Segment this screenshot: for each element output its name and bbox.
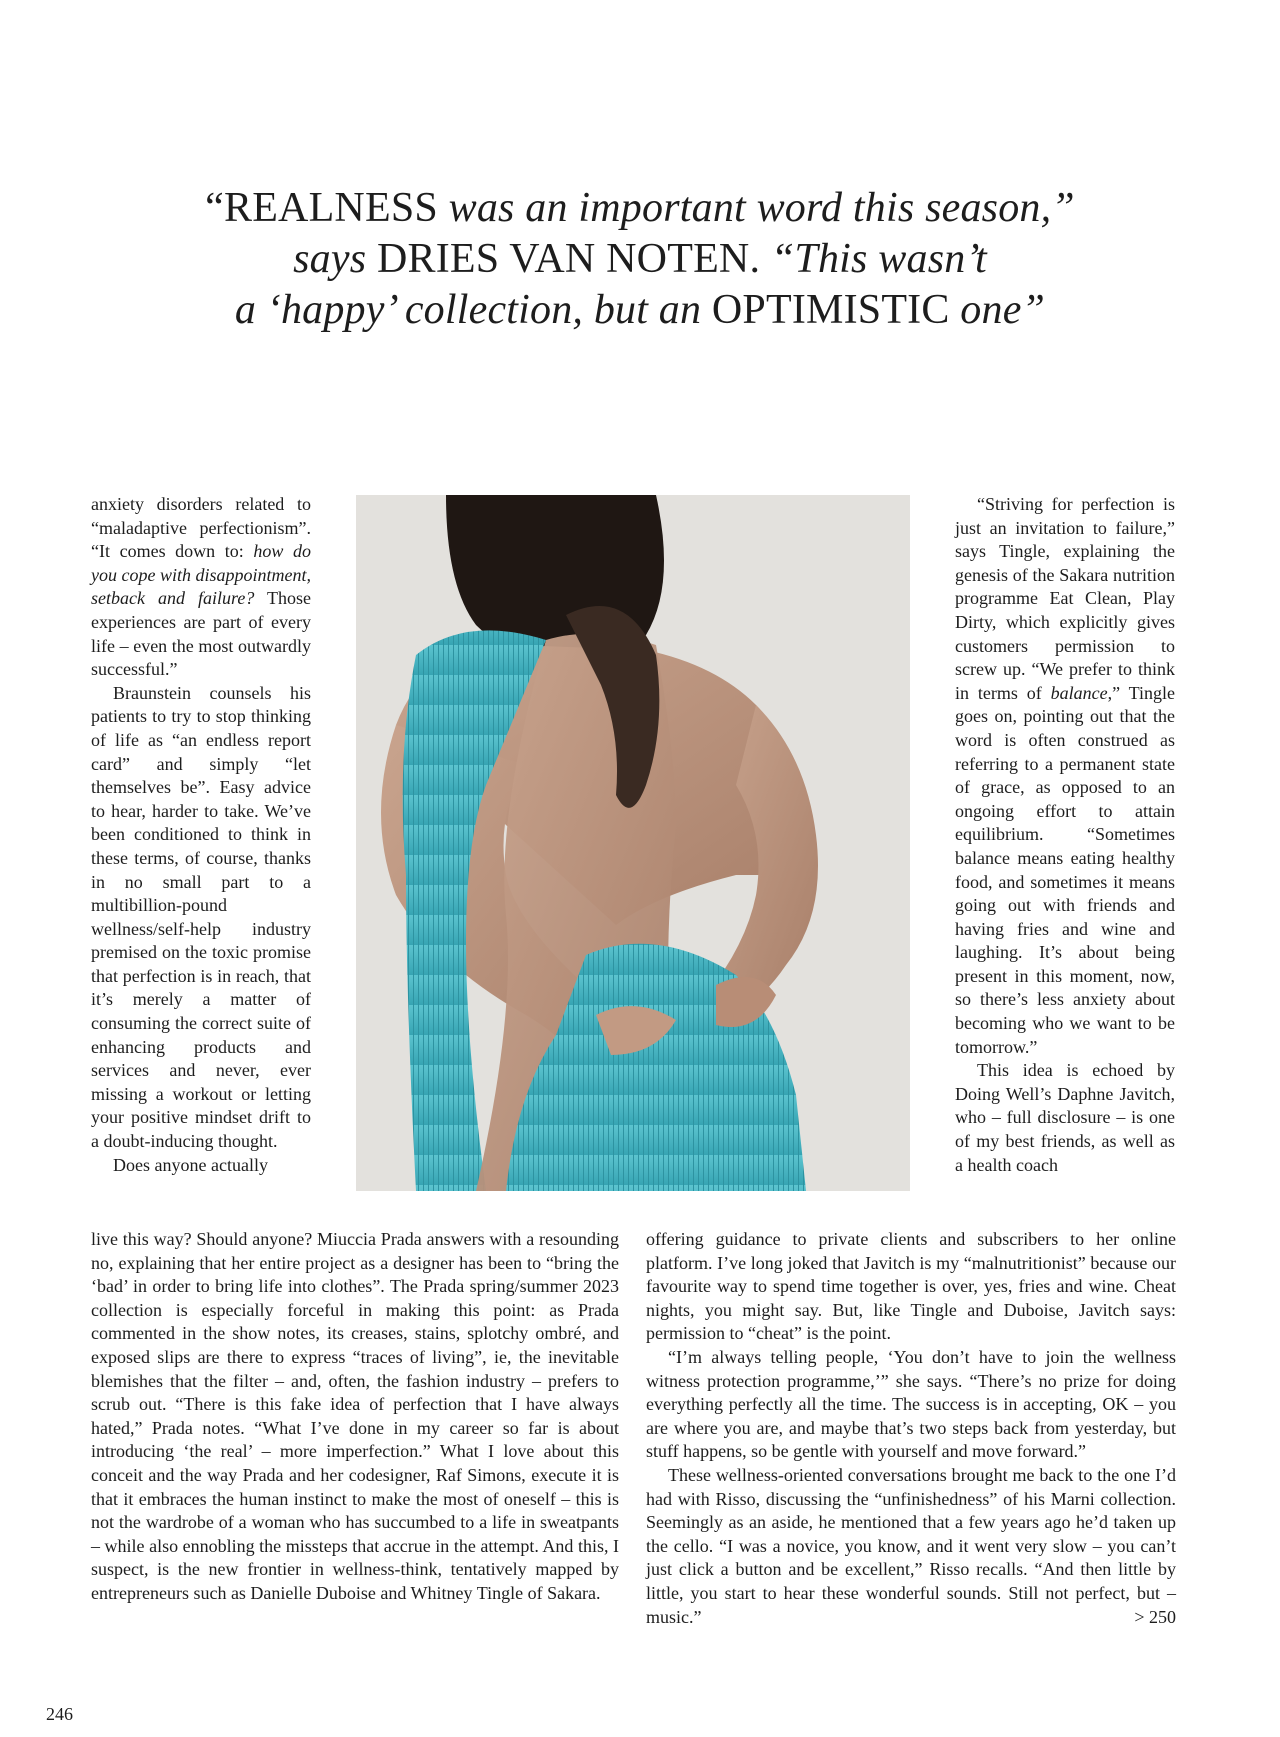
paragraph: live this way? Should anyone? Miuccia Prada answers with a resounding no, explaining that her entire project as a designer has been to “bring the ‘bad’ in order to bring life into clothes”. The Prada spring/summer 2023 collection is especially forceful in making this point: as Prada commented in the show notes, its creases, stains, splotchy ombré, and exposed slips are there to express “traces of living”, ie, the inevitable blemishes that the filter – and, often, the fashion industry – prefers to scrub out. “There is this fake idea of perfection that I have always hated,” Prada notes. “What I’ve done in my career so far is about introducing ‘the real’ – more imperfection.” What I love about this conceit and the way Prada and her codesigner, Raf Simons, execute it is that it embraces the human instinct to make the most of oneself – this is not the wardrobe of a woman who has succumbed to a life in sweatpants – while also ennobling the missteps that accrue in the attempt. And this, I suspect, is the new frontier in wellness-think, tentatively mapped by entrepreneurs such as Danielle Duboise and Whitney Tingle of Sakara. (91, 1229, 619, 1603)
paragraph: “I’m always telling people, ‘You don’t have to join the wellness witness protection programme,’” she says. “There’s no prize for doing everything perfectly all the time. The success is in accepting, OK – you are where you are, and maybe that’s two steps back from yesterday, but stuff happens, so be gentle with yourself and move forward.” (646, 1346, 1176, 1462)
woman-in-fringe-dress-illustration (356, 495, 910, 1191)
paragraph: This idea is echoed by Doing Well’s Daphne Javitch, who – full disclosure – is one of my best friends, as well as a health coach (955, 1060, 1175, 1175)
paragraph: Braunstein counsels his patients to try to stop thinking of life as “an endless report card” and simply “let themselves be”. Easy advice to hear, harder to take. We’ve been conditioned to think in these terms, of course, thanks in no small part to a multibillion-pound wellness/self-help industry premised on the toxic promise that perfection is in reach, that it’s merely a matter of consuming the correct suite of enhancing products and services and never, ever missing a workout or letting your positive mindset drift to a doubt-inducing thought. (91, 682, 311, 1152)
fashion-photo (356, 495, 910, 1191)
pull-quote-line-1 (150, 183, 1130, 234)
text-run: Those experiences are part of every life – even the most outwardly successful.” (91, 588, 311, 680)
text-run: ,” Tingle goes on, pointing out that the word is often construed as referring to a permanent state of grace, as opposed to an ongoing effort to attain equilibrium. “Sometimes balance means eating healthy food, and sometimes it means going out with friends and having fries and wine and laughing. It’s about being present in this moment, now, so there’s less anxiety about becoming who we want to be tomorrow.” (955, 682, 1175, 1057)
paragraph (91, 493, 311, 682)
pull-quote-segment: a ‘happy’ collection, but an (234, 287, 712, 333)
left-column-bottom (91, 1228, 619, 1606)
left-column-top (91, 493, 311, 1177)
pull-quote-segment: one” (960, 287, 1046, 333)
pull-quote (150, 183, 1130, 336)
pull-quote-segment: was an important word this season,” (448, 185, 1075, 231)
pull-quote-line-3 (150, 285, 1130, 336)
pull-quote-line-2 (150, 234, 1130, 285)
text-run: “Striving for perfection is just an invitation to failure,” says Tingle, explaining the genesis of the Sakara nutrition programme Eat Clean, Play Dirty, which explicitly gives customers permission to screw up. “We prefer to think in terms of (955, 494, 1175, 703)
pull-quote-segment: DRIES VAN NOTEN. (376, 236, 771, 282)
pull-quote-segment: “This wasn’t (770, 236, 987, 282)
continued-marker: > 250 (1134, 1606, 1176, 1627)
page-number: 246 (46, 1704, 73, 1724)
paragraph: Does anyone actually (113, 1154, 268, 1175)
text-run: anxiety disorders related to “maladaptive perfectionism”. “It comes down to: (91, 494, 311, 562)
pull-quote-segment: OPTIMISTIC (711, 287, 961, 333)
text-run: These wellness-oriented conversations brought me back to the one I’d had with Risso, discussing the “unfinishedness” of his Marni collection. Seemingly as an aside, he mentioned that a few years ago he’d taken up the cello. “I was a novice, you know, and it went very slow – you can’t just click a button and be excellent,” Risso recalls. “And then little by little, you start to hear these wonderful sounds. Still not perfect, but – music.” (646, 1464, 1176, 1627)
italic-text: balance (1050, 682, 1108, 703)
paragraph (646, 1464, 1176, 1629)
paragraph: offering guidance to private clients and subscribers to her online platform. I’ve long joked that Javitch is my “malnutritionist” because our favourite way to spend time together is over, yes, fries and wine. Cheat nights, you might say. But, like Tingle and Duboise, Javitch says: permission to “cheat” is the point. (646, 1229, 1176, 1344)
right-column-bottom (646, 1228, 1176, 1629)
right-column-top (955, 493, 1175, 1177)
italic-text: how do you cope with disappointment, setback and failure? (91, 541, 311, 609)
pull-quote-segment: “REALNESS (205, 185, 449, 231)
paragraph (955, 493, 1175, 1059)
pull-quote-segment: says (293, 236, 377, 282)
